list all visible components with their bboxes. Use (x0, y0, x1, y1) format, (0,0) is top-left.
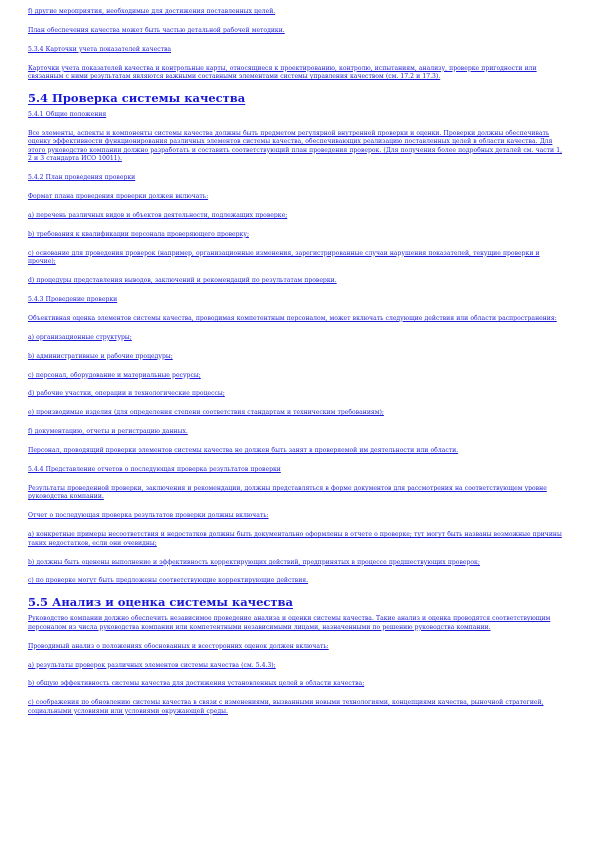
list-item-b-qualification[interactable]: b) требования к квалификации персонала проверяющего проверку; (28, 230, 249, 238)
subheading-5-4-4[interactable]: 5.4.4 Представление отчетов о последующая проверка результатов проверки (28, 466, 281, 474)
paragraph-general-provisions[interactable]: Все элементы, аспекты и компоненты системы качества должны быть предметом регулярной внутренней проверки и оценки. Проверки должны обеспечивать оценку эффективности функционирования различных элементов системы качества, обеспечивающих реализацию поставленных целей в области качества. Для этого руководство компании должно разработать и составить соответствующий план проведения проверок. (Для получения более подробных деталей см. части 1, 2 и 3 стандарта ИСО 10011). (28, 129, 563, 163)
section-heading-5-4[interactable]: 5.4 Проверка системы качества (28, 91, 246, 106)
section-heading-5-5[interactable]: 5.5 Анализ и оценка системы качества (28, 595, 293, 610)
paragraph-quality-records[interactable]: Карточки учета показателей качества и контрольные карты, относящиеся к проектированию, контролю, испытаниям, анализу, проверке пригодности или связанным с ними результатам являются важными составными элементами системы управления качеством (см. 17.2 и 17.3). (28, 64, 537, 81)
paragraph-audit-results[interactable]: Результаты проведенной проверки, заключения и рекомендации, должны представляться в форме документов для рассмотрения на соответствующем уровне руководства компании. (28, 484, 547, 501)
subheading-5-4-3[interactable]: 5.4.3 Проведение проверки (28, 295, 118, 303)
subheading-5-3-4[interactable]: 5.3.4 Карточки учета показателей качества (28, 45, 172, 53)
list-item-d-procedures[interactable]: d) процедуры представления выводов, заключений и рекомендаций по результатам проверки. (28, 277, 337, 284)
paragraph-objective-assessment[interactable]: Объективная оценка элементов системы качества, проводимая компетентным персоналом, может включать следующие действия или области распространения: (28, 314, 557, 322)
paragraph-plan-format[interactable]: Формат плана проведения проверки должен включать: (28, 192, 209, 200)
list-item-c-personnel[interactable]: c) персонал, оборудование и материальные ресурсы; (28, 371, 201, 379)
subheading-5-4-1[interactable]: 5.4.1 Общие положения (28, 111, 107, 119)
list-item-a-nonconformities[interactable]: a) конкретные примеры несоответствия и недостатков должны быть документально оформлены в отчете о проверке; тут могут быть названы возможные причины таких недостатков, если они очевидны; (28, 531, 562, 547)
list-item-c-system-update[interactable]: c) соображения по обновлению системы качества в связи с изменениями, вызванными новыми технологиями, концепциями качества, рыночной стратегией, социальными условиями или условиями окружающей среды. (28, 699, 544, 715)
paragraph-quality-plan-note[interactable]: План обеспечения качества может быть частью детальной рабочей методики. (28, 26, 285, 34)
paragraph-auditor-independence[interactable]: Персонал, проводящий проверки элементов системы качества не должен быть занят в проверяемой им деятельности или области. (28, 447, 459, 455)
list-item-a-activities[interactable]: a) перечень различных видов и объектов деятельности, подлежащих проверке; (28, 211, 288, 219)
list-item-b-overall-effectiveness[interactable]: b) общую эффективность системы качества для достижения установленных целей в области качества; (28, 680, 365, 688)
paragraph-review-contents[interactable]: Проводимый анализ о положениях обоснованных и всесторонних оценок должен включать: (28, 642, 329, 650)
paragraph-management-review[interactable]: Руководство компании должно обеспечить независимое проведение анализа и оценки системы качества. Такие анализ и оценка проводятся соответствующим персоналом из числа руководства компании или компетентными независимыми лицами, назначенными по решению руководства компании. (28, 615, 551, 631)
list-item-a-audit-results[interactable]: a) результаты проверок различных элементов системы качества (см. 5.4.3); (28, 661, 276, 669)
paragraph-report-contents[interactable]: Отчет о последующая проверка результатов проверки должны включать: (28, 512, 269, 520)
list-item-a-org-structures[interactable]: a) организационные структуры; (28, 333, 132, 341)
list-item-b-admin-procedures[interactable]: b) административные и рабочие процедуры; (28, 352, 173, 360)
list-item-b-corrective-effectiveness[interactable]: b) должны быть оценены выполнение и эффективность корректирующих действий, предпринятых в процессе предшествующих проверок; (28, 558, 480, 566)
list-item-e-products[interactable]: e) производимые изделия (для определения степени соответствия стандартам и техническим требованиям); (28, 409, 384, 417)
subheading-5-4-2[interactable]: 5.4.2 План проведения проверки (28, 174, 136, 182)
list-item-c-grounds[interactable]: c) основание для проведения проверок (например, организационные изменения, зарегистрированные случаи нарушения показателей, текущие проверки и прочие); (28, 249, 540, 266)
list-item-f-other-measures[interactable]: f) другие мероприятия, необходимые для достижения поставленных целей. (28, 8, 276, 15)
list-item-f-documentation[interactable]: f) документацию, отчеты и регистрацию данных. (28, 428, 188, 436)
document-page (28, 8, 568, 727)
list-item-c-corrective-actions[interactable]: c) по проверке могут быть предложены соответствующие корректирующие действия. (28, 577, 309, 585)
list-item-d-work-areas[interactable]: d) рабочие участки, операции и технологические процессы; (28, 390, 225, 398)
